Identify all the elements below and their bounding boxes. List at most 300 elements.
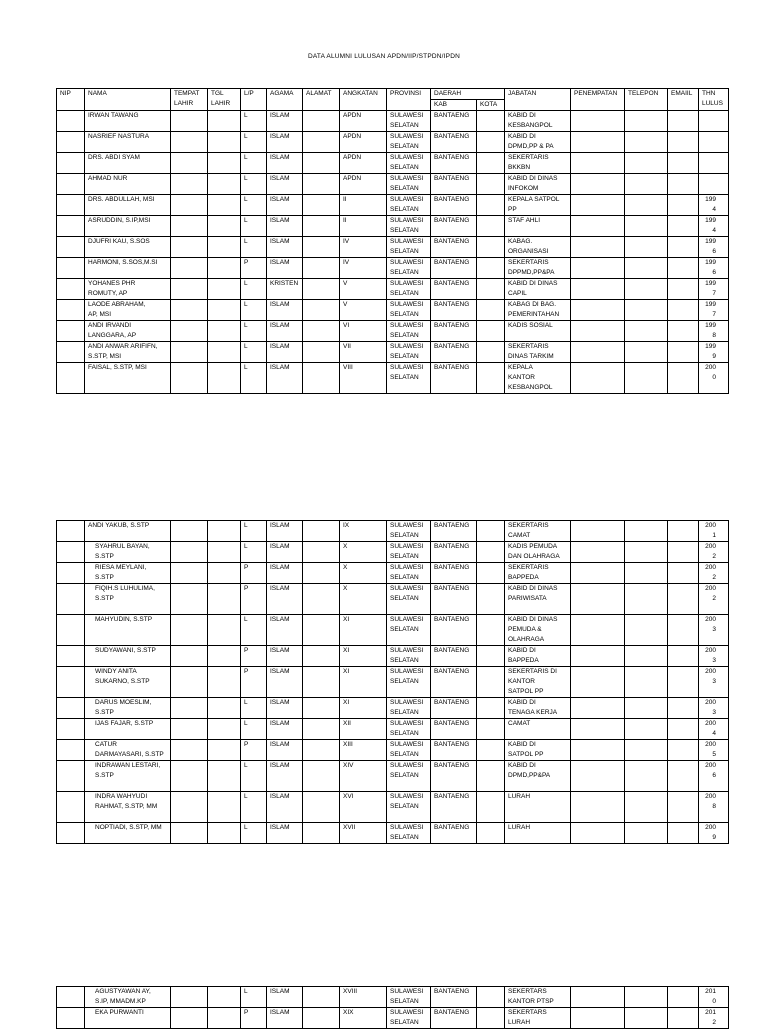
table-row: [57, 363, 729, 394]
cell-tgl-lahir: [208, 111, 241, 132]
cell-angkatan: X: [340, 563, 387, 584]
cell-provinsi: SULAWESI SELATAN: [387, 111, 431, 132]
cell-nip: [57, 987, 85, 1008]
cell-nama: CATUR DARMAYASARI, S.STP: [85, 740, 171, 761]
cell-telepon: [625, 153, 668, 174]
cell-jabatan: KABID DI BAPPEDA: [505, 646, 571, 667]
cell-angkatan: IV: [340, 258, 387, 279]
cell-provinsi: SULAWESI SELATAN: [387, 792, 431, 823]
cell-telepon: [625, 132, 668, 153]
cell-tahun: 2002: [699, 542, 729, 563]
cell-angkatan: VII: [340, 342, 387, 363]
cell-jabatan: KABID DI DINAS PARIWISATA: [505, 584, 571, 615]
cell-alamat: [303, 584, 340, 615]
cell-telepon: [625, 321, 668, 342]
cell-nip: [57, 279, 85, 300]
cell-angkatan: XVIII: [340, 987, 387, 1008]
cell-agama: ISLAM: [267, 237, 303, 258]
cell-tempat-lahir: [171, 216, 208, 237]
cell-nip: [57, 153, 85, 174]
cell-kab: BANTAENG: [431, 584, 477, 615]
cell-email: [668, 363, 699, 394]
cell-nama: AHMAD NUR: [85, 174, 171, 195]
cell-angkatan: XI: [340, 667, 387, 698]
cell-angkatan: IV: [340, 237, 387, 258]
cell-provinsi: SULAWESI SELATAN: [387, 823, 431, 844]
cell-tahun: 2009: [699, 823, 729, 844]
cell-kota: [477, 174, 505, 195]
alumni-table-page-1: [56, 88, 729, 394]
cell-telepon: [625, 563, 668, 584]
cell-jabatan: CAMAT: [505, 719, 571, 740]
cell-tempat-lahir: [171, 279, 208, 300]
cell-angkatan: V: [340, 279, 387, 300]
cell-penempatan: [571, 132, 625, 153]
cell-nip: [57, 740, 85, 761]
cell-nama: FAISAL, S.STP, MSI: [85, 363, 171, 394]
cell-penempatan: [571, 195, 625, 216]
cell-tempat-lahir: [171, 258, 208, 279]
cell-kota: [477, 542, 505, 563]
cell-telepon: [625, 279, 668, 300]
cell-agama: ISLAM: [267, 542, 303, 563]
cell-provinsi: SULAWESI SELATAN: [387, 987, 431, 1008]
cell-lp: L: [241, 719, 267, 740]
cell-nip: [57, 216, 85, 237]
cell-tahun: 2006: [699, 761, 729, 792]
cell-kab: BANTAENG: [431, 153, 477, 174]
cell-kab: BANTAENG: [431, 1008, 477, 1029]
cell-email: [668, 153, 699, 174]
cell-alamat: [303, 615, 340, 646]
cell-jabatan: SEKERTARIS BAPPEDA: [505, 563, 571, 584]
cell-tgl-lahir: [208, 132, 241, 153]
cell-angkatan: APDN: [340, 153, 387, 174]
cell-tgl-lahir: [208, 521, 241, 542]
cell-tgl-lahir: [208, 1008, 241, 1029]
cell-alamat: [303, 563, 340, 584]
cell-email: [668, 216, 699, 237]
cell-tahun: 2010: [699, 987, 729, 1008]
cell-angkatan: APDN: [340, 132, 387, 153]
cell-nama: ASRUDDIN, S.IP,MSI: [85, 216, 171, 237]
cell-nip: [57, 300, 85, 321]
cell-tempat-lahir: [171, 174, 208, 195]
cell-jabatan: KABID DI DPMD,PP&PA: [505, 761, 571, 792]
cell-agama: KRISTEN: [267, 279, 303, 300]
table-row: [57, 300, 729, 321]
cell-agama: ISLAM: [267, 792, 303, 823]
cell-tahun: 2012: [699, 1008, 729, 1029]
cell-agama: ISLAM: [267, 300, 303, 321]
cell-provinsi: SULAWESI SELATAN: [387, 321, 431, 342]
cell-tgl-lahir: [208, 258, 241, 279]
cell-telepon: [625, 258, 668, 279]
cell-provinsi: SULAWESI SELATAN: [387, 237, 431, 258]
cell-kab: BANTAENG: [431, 321, 477, 342]
cell-nama: IRWAN TAWANG: [85, 111, 171, 132]
table-row: [57, 321, 729, 342]
cell-tgl-lahir: [208, 615, 241, 646]
cell-tgl-lahir: [208, 237, 241, 258]
cell-penempatan: [571, 521, 625, 542]
cell-tgl-lahir: [208, 667, 241, 698]
cell-nama: NASRIEF NASTURA: [85, 132, 171, 153]
cell-nama: DJUFRI KAU, S.SOS: [85, 237, 171, 258]
cell-lp: L: [241, 321, 267, 342]
cell-telepon: [625, 719, 668, 740]
cell-tgl-lahir: [208, 195, 241, 216]
cell-kab: BANTAENG: [431, 615, 477, 646]
cell-kota: [477, 792, 505, 823]
cell-kab: BANTAENG: [431, 258, 477, 279]
cell-lp: P: [241, 584, 267, 615]
cell-lp: L: [241, 615, 267, 646]
cell-agama: ISLAM: [267, 153, 303, 174]
cell-nip: [57, 237, 85, 258]
cell-tahun: [699, 174, 729, 195]
cell-kota: [477, 258, 505, 279]
cell-tgl-lahir: [208, 719, 241, 740]
cell-telepon: [625, 1008, 668, 1029]
cell-email: [668, 195, 699, 216]
table-row: [57, 761, 729, 792]
cell-lp: L: [241, 111, 267, 132]
cell-jabatan: LURAH: [505, 823, 571, 844]
cell-tahun: [699, 153, 729, 174]
cell-lp: L: [241, 521, 267, 542]
cell-kab: BANTAENG: [431, 216, 477, 237]
cell-nip: [57, 111, 85, 132]
cell-tempat-lahir: [171, 342, 208, 363]
cell-kab: BANTAENG: [431, 195, 477, 216]
cell-email: [668, 740, 699, 761]
cell-alamat: [303, 279, 340, 300]
cell-alamat: [303, 300, 340, 321]
cell-telepon: [625, 823, 668, 844]
cell-provinsi: SULAWESI SELATAN: [387, 174, 431, 195]
cell-tempat-lahir: [171, 761, 208, 792]
cell-penempatan: [571, 258, 625, 279]
cell-alamat: [303, 719, 340, 740]
cell-nama: NOPTIADI, S.STP, MM: [85, 823, 171, 844]
cell-email: [668, 823, 699, 844]
cell-email: [668, 646, 699, 667]
cell-email: [668, 132, 699, 153]
cell-tahun: 2008: [699, 792, 729, 823]
cell-lp: L: [241, 300, 267, 321]
cell-jabatan: KEPALA SATPOL PP: [505, 195, 571, 216]
cell-kab: BANTAENG: [431, 342, 477, 363]
cell-kota: [477, 823, 505, 844]
cell-kota: [477, 698, 505, 719]
cell-kab: BANTAENG: [431, 363, 477, 394]
cell-lp: L: [241, 153, 267, 174]
cell-tempat-lahir: [171, 646, 208, 667]
cell-provinsi: SULAWESI SELATAN: [387, 615, 431, 646]
cell-agama: ISLAM: [267, 719, 303, 740]
cell-lp: P: [241, 646, 267, 667]
cell-kota: [477, 1008, 505, 1029]
cell-alamat: [303, 1008, 340, 1029]
table-row: [57, 542, 729, 563]
cell-tahun: 1994: [699, 195, 729, 216]
cell-nip: [57, 195, 85, 216]
cell-penempatan: [571, 823, 625, 844]
cell-tahun: 1996: [699, 258, 729, 279]
cell-provinsi: SULAWESI SELATAN: [387, 542, 431, 563]
cell-tahun: 2003: [699, 646, 729, 667]
cell-tempat-lahir: [171, 667, 208, 698]
cell-angkatan: XVI: [340, 792, 387, 823]
cell-agama: ISLAM: [267, 646, 303, 667]
cell-kab: BANTAENG: [431, 698, 477, 719]
cell-kota: [477, 761, 505, 792]
col-header-tempat-lahir: TEMPAT LAHIR: [171, 89, 208, 111]
cell-penempatan: [571, 300, 625, 321]
table-row: [57, 258, 729, 279]
col-header-angkatan: ANGKATAN: [340, 89, 387, 111]
cell-tempat-lahir: [171, 792, 208, 823]
cell-tgl-lahir: [208, 761, 241, 792]
cell-tahun: 2003: [699, 615, 729, 646]
cell-nip: [57, 363, 85, 394]
cell-penempatan: [571, 216, 625, 237]
table-row: [57, 342, 729, 363]
cell-nama: WINDY ANITA SUKARNO, S.STP: [85, 667, 171, 698]
cell-provinsi: SULAWESI SELATAN: [387, 1008, 431, 1029]
table-row: [57, 174, 729, 195]
cell-kab: BANTAENG: [431, 740, 477, 761]
cell-email: [668, 615, 699, 646]
table-row: [57, 646, 729, 667]
cell-kab: BANTAENG: [431, 987, 477, 1008]
cell-angkatan: V: [340, 300, 387, 321]
cell-kota: [477, 719, 505, 740]
table-row: [57, 1008, 729, 1029]
cell-tgl-lahir: [208, 792, 241, 823]
cell-agama: ISLAM: [267, 195, 303, 216]
cell-tahun: 2000: [699, 363, 729, 394]
table-row: [57, 615, 729, 646]
cell-tempat-lahir: [171, 111, 208, 132]
cell-kab: BANTAENG: [431, 823, 477, 844]
cell-tgl-lahir: [208, 563, 241, 584]
cell-alamat: [303, 153, 340, 174]
cell-angkatan: VI: [340, 321, 387, 342]
cell-angkatan: XVII: [340, 823, 387, 844]
cell-tempat-lahir: [171, 584, 208, 615]
cell-lp: L: [241, 216, 267, 237]
cell-lp: P: [241, 1008, 267, 1029]
cell-tahun: 2004: [699, 719, 729, 740]
cell-alamat: [303, 987, 340, 1008]
cell-angkatan: X: [340, 542, 387, 563]
cell-jabatan: KABID DI KESBANGPOL: [505, 111, 571, 132]
cell-alamat: [303, 111, 340, 132]
cell-telepon: [625, 521, 668, 542]
cell-provinsi: SULAWESI SELATAN: [387, 719, 431, 740]
table-row: [57, 563, 729, 584]
cell-angkatan: XI: [340, 646, 387, 667]
cell-lp: L: [241, 823, 267, 844]
cell-jabatan: SEKERTARS LURAH: [505, 1008, 571, 1029]
cell-provinsi: SULAWESI SELATAN: [387, 342, 431, 363]
cell-nama: ANDI IRVANDI LANGGARA, AP: [85, 321, 171, 342]
alumni-table-page-2: [56, 520, 729, 844]
cell-telepon: [625, 792, 668, 823]
cell-nip: [57, 132, 85, 153]
cell-angkatan: APDN: [340, 174, 387, 195]
cell-jabatan: KABID DI DINAS PEMUDA & OLAHRAGA: [505, 615, 571, 646]
col-header-tgl-lahir: TGL LAHIR: [208, 89, 241, 111]
cell-kota: [477, 195, 505, 216]
cell-tempat-lahir: [171, 300, 208, 321]
cell-penempatan: [571, 153, 625, 174]
cell-nip: [57, 698, 85, 719]
col-header-thn-lulus: THN LULUS: [699, 89, 729, 111]
cell-penempatan: [571, 111, 625, 132]
cell-lp: L: [241, 342, 267, 363]
cell-nip: [57, 792, 85, 823]
cell-telepon: [625, 740, 668, 761]
cell-alamat: [303, 363, 340, 394]
cell-tempat-lahir: [171, 542, 208, 563]
cell-nama: LAODE ABRAHAM, AP, MSI: [85, 300, 171, 321]
cell-email: [668, 761, 699, 792]
cell-angkatan: X: [340, 584, 387, 615]
cell-kab: BANTAENG: [431, 132, 477, 153]
cell-kota: [477, 279, 505, 300]
cell-tahun: 2003: [699, 698, 729, 719]
cell-nama: DRS. ABDULLAH, MSI: [85, 195, 171, 216]
cell-angkatan: II: [340, 216, 387, 237]
cell-telepon: [625, 667, 668, 698]
cell-kab: BANTAENG: [431, 542, 477, 563]
cell-lp: L: [241, 761, 267, 792]
cell-provinsi: SULAWESI SELATAN: [387, 279, 431, 300]
cell-nama: HARMONI, S.SOS,M.SI: [85, 258, 171, 279]
cell-tempat-lahir: [171, 563, 208, 584]
cell-tgl-lahir: [208, 542, 241, 563]
col-header-nip: NIP: [57, 89, 85, 111]
col-header-agama: AGAMA: [267, 89, 303, 111]
table-row: [57, 216, 729, 237]
cell-nip: [57, 719, 85, 740]
cell-agama: ISLAM: [267, 584, 303, 615]
cell-jabatan: SEKERTARIS BKKBN: [505, 153, 571, 174]
cell-tgl-lahir: [208, 342, 241, 363]
cell-kota: [477, 584, 505, 615]
cell-kota: [477, 987, 505, 1008]
cell-lp: L: [241, 542, 267, 563]
cell-alamat: [303, 698, 340, 719]
cell-tempat-lahir: [171, 719, 208, 740]
cell-tahun: 1994: [699, 216, 729, 237]
col-header-kota: KOTA: [477, 100, 505, 111]
cell-alamat: [303, 823, 340, 844]
cell-provinsi: SULAWESI SELATAN: [387, 153, 431, 174]
cell-email: [668, 698, 699, 719]
cell-nama: IJAS FAJAR, S.STP: [85, 719, 171, 740]
cell-jabatan: SEKERTARIS CAMAT: [505, 521, 571, 542]
cell-penempatan: [571, 646, 625, 667]
cell-provinsi: SULAWESI SELATAN: [387, 698, 431, 719]
cell-alamat: [303, 132, 340, 153]
cell-tahun: 2005: [699, 740, 729, 761]
col-header-daerah: DAERAH: [431, 89, 505, 100]
cell-alamat: [303, 667, 340, 698]
cell-agama: ISLAM: [267, 667, 303, 698]
col-header-jabatan: JABATAN: [505, 89, 571, 111]
cell-jabatan: KEPALA KANTOR KESBANGPOL: [505, 363, 571, 394]
cell-tempat-lahir: [171, 698, 208, 719]
cell-tahun: 1997: [699, 300, 729, 321]
cell-provinsi: SULAWESI SELATAN: [387, 584, 431, 615]
cell-kota: [477, 646, 505, 667]
cell-penempatan: [571, 667, 625, 698]
cell-provinsi: SULAWESI SELATAN: [387, 563, 431, 584]
cell-tgl-lahir: [208, 300, 241, 321]
cell-email: [668, 1008, 699, 1029]
cell-tgl-lahir: [208, 279, 241, 300]
cell-tgl-lahir: [208, 321, 241, 342]
cell-jabatan: SEKERTARIS DI KANTOR SATPOL PP: [505, 667, 571, 698]
cell-kab: BANTAENG: [431, 792, 477, 823]
cell-lp: P: [241, 740, 267, 761]
cell-tahun: [699, 111, 729, 132]
cell-telepon: [625, 237, 668, 258]
cell-penempatan: [571, 719, 625, 740]
cell-tahun: 1998: [699, 321, 729, 342]
cell-tempat-lahir: [171, 153, 208, 174]
cell-kota: [477, 667, 505, 698]
cell-kota: [477, 740, 505, 761]
cell-nama: INDRA WAHYUDI RAHMAT, S.STP, MM: [85, 792, 171, 823]
cell-lp: P: [241, 258, 267, 279]
cell-lp: L: [241, 698, 267, 719]
cell-alamat: [303, 258, 340, 279]
cell-tgl-lahir: [208, 987, 241, 1008]
cell-jabatan: KABAG. ORGANISASI: [505, 237, 571, 258]
cell-kab: BANTAENG: [431, 646, 477, 667]
cell-jabatan: KADIS SOSIAL: [505, 321, 571, 342]
cell-agama: ISLAM: [267, 615, 303, 646]
cell-tempat-lahir: [171, 823, 208, 844]
cell-penempatan: [571, 237, 625, 258]
cell-lp: L: [241, 132, 267, 153]
cell-nip: [57, 615, 85, 646]
cell-nip: [57, 761, 85, 792]
cell-agama: ISLAM: [267, 698, 303, 719]
cell-alamat: [303, 646, 340, 667]
cell-nip: [57, 584, 85, 615]
document-title: DATA ALUMNI LULUSAN APDN/IIP/STPDN/IPDN: [307, 53, 461, 60]
cell-penempatan: [571, 174, 625, 195]
cell-jabatan: STAF AHLI: [505, 216, 571, 237]
cell-alamat: [303, 237, 340, 258]
cell-tempat-lahir: [171, 195, 208, 216]
table-row: [57, 792, 729, 823]
col-header-nama: NAMA: [85, 89, 171, 111]
cell-tempat-lahir: [171, 321, 208, 342]
cell-kota: [477, 300, 505, 321]
cell-kota: [477, 321, 505, 342]
cell-jabatan: KABID DI DINAS INFOKOM: [505, 174, 571, 195]
cell-email: [668, 300, 699, 321]
cell-jabatan: SEKERTARIS DINAS TARKIM: [505, 342, 571, 363]
cell-penempatan: [571, 584, 625, 615]
